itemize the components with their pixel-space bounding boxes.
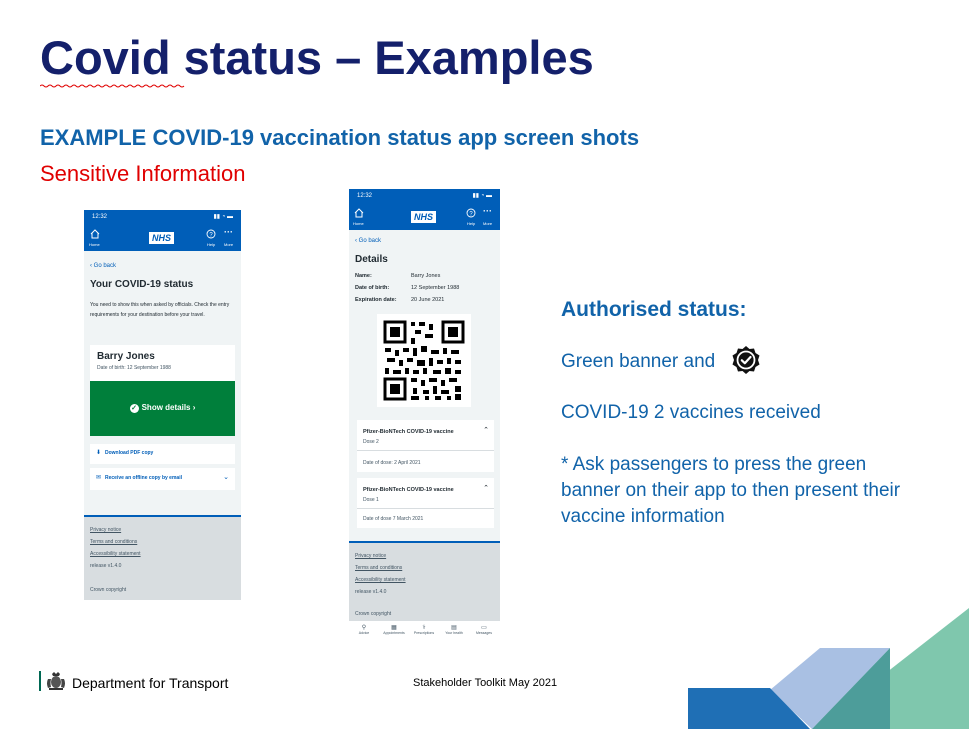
person-card — [90, 345, 235, 381]
details-name-label: Name: — [355, 273, 372, 279]
clock: 12:32 — [92, 214, 108, 220]
details-heading: Details — [355, 254, 388, 265]
more-icon[interactable]: ··· — [224, 227, 233, 237]
show-details-banner[interactable]: ✓ Show details › — [90, 381, 235, 436]
signal-icon: ▮▮ ◔ ▬ — [213, 214, 233, 220]
details-name-value: Barry Jones — [411, 273, 441, 279]
verified-badge-icon — [731, 345, 761, 375]
details-dob-label: Date of birth: — [355, 285, 390, 291]
toolkit-label: Stakeholder Toolkit May 2021 — [413, 677, 558, 689]
go-back-link[interactable]: ‹ Go back — [90, 263, 117, 269]
details-dob-value: 12 September 1988 — [411, 285, 460, 291]
terms-link[interactable]: Terms and conditions — [355, 565, 403, 571]
check-circle-icon: ✓ — [131, 405, 138, 412]
calendar-icon: ▦ — [391, 625, 397, 631]
privacy-link[interactable]: Privacy notice — [90, 527, 122, 533]
nav-home-label: Home — [353, 221, 364, 226]
accessibility-link[interactable]: Accessibility statement — [355, 577, 406, 583]
show-details-label: Show details — [141, 403, 191, 412]
dose-card-1 — [357, 478, 494, 528]
terms-link[interactable]: Terms and conditions — [90, 539, 138, 545]
home-icon[interactable] — [354, 208, 364, 218]
download-icon: ⬇ — [96, 450, 102, 456]
dose1-sub: Dose 1 — [363, 497, 379, 503]
tab-your-health[interactable]: ▤ Your health — [441, 624, 467, 635]
dose1-date: Date of dose 7 March 2021 — [363, 516, 424, 522]
royal-crest-icon — [45, 671, 67, 691]
pills-icon: ⚕ — [422, 625, 426, 631]
offline-copy-row[interactable] — [90, 468, 235, 490]
signal-icon: ▮▮ ◔ ▬ — [472, 193, 492, 199]
details-exp-label: Expiration date: — [355, 297, 397, 303]
dose2-date: Date of dose: 2 April 2021 — [363, 460, 421, 466]
person-dob: Date of birth: 12 September 1988 — [97, 365, 171, 371]
green-banner-line — [561, 349, 761, 375]
qr-code — [377, 314, 471, 407]
accessibility-link[interactable]: Accessibility statement — [90, 551, 141, 557]
chevron-up-icon[interactable]: ⌃ — [483, 485, 489, 492]
status-heading: Your COVID-19 status — [90, 279, 194, 290]
ask-passengers-text: * Ask passengers to press the green banner on their app to then present their vaccine information — [561, 454, 901, 527]
svg-text:?: ? — [209, 232, 213, 239]
help-icon[interactable] — [466, 208, 476, 218]
status-bar — [84, 210, 241, 224]
clock: 12:32 — [357, 193, 373, 199]
privacy-link[interactable]: Privacy notice — [355, 553, 387, 559]
nav-more-label: More — [483, 221, 493, 226]
dose2-sub: Dose 2 — [363, 439, 379, 445]
sensitive-label: Sensitive Information — [40, 161, 246, 186]
more-icon[interactable]: ··· — [483, 206, 492, 216]
email-icon: ✉ — [96, 475, 102, 481]
advice-icon: ⚲ — [361, 625, 367, 631]
copyright-text: Crown copyright — [355, 611, 392, 617]
nav-bar — [349, 203, 500, 230]
slide-title: Covid status – Examples — [40, 31, 594, 84]
nhs-logo: NHS — [411, 211, 436, 223]
status-intro: You need to show this when asked by officials. Check the entry requirements for your destination before your travel. — [90, 302, 230, 318]
details-exp-value: 20 June 2021 — [411, 297, 445, 303]
chevron-up-icon[interactable]: ⌃ — [483, 427, 489, 434]
offline-copy-label: Receive an offline copy by email — [105, 475, 182, 481]
message-icon: ▭ — [481, 625, 487, 631]
dft-logo-bar — [39, 671, 41, 691]
nhs-logo: NHS — [149, 232, 174, 244]
nav-more-label: More — [224, 242, 234, 247]
tab-appointments[interactable]: ▦ Appointments — [381, 624, 407, 635]
phone-screenshot-details — [349, 189, 500, 645]
green-banner-text: Green banner and — [561, 351, 716, 373]
tab-messages[interactable]: ▭ Messages — [471, 624, 497, 635]
svg-text:?: ? — [469, 211, 473, 218]
chevron-down-icon: ⌄ — [223, 474, 229, 481]
phone-screenshot-status — [84, 210, 241, 600]
help-icon[interactable] — [206, 229, 216, 239]
department-name: Department for Transport — [72, 675, 229, 691]
download-pdf-label: Download PDF copy — [105, 450, 154, 456]
spellcheck-underline — [40, 84, 185, 88]
slide-subtitle: EXAMPLE COVID-19 vaccination status app screen shots — [40, 125, 640, 150]
copyright-text: Crown copyright — [90, 587, 127, 593]
download-pdf-row[interactable] — [90, 444, 235, 464]
person-name: Barry Jones — [97, 351, 155, 362]
dose-card-2 — [357, 420, 494, 472]
nav-help-label: Help — [467, 221, 476, 226]
authorised-heading: Authorised status: — [561, 298, 747, 321]
home-icon[interactable] — [90, 229, 100, 239]
dose2-title: Pfizer-BioNTech COVID-19 vaccine — [363, 429, 454, 435]
nav-help-label: Help — [207, 242, 216, 247]
tab-advice[interactable]: ⚲ Advice — [351, 624, 377, 635]
status-bar — [349, 189, 500, 203]
bottom-tab-bar — [349, 620, 500, 645]
release-text: release v1.4.0 — [90, 563, 122, 569]
dose1-title: Pfizer-BioNTech COVID-19 vaccine — [363, 487, 454, 493]
tab-prescriptions[interactable]: ⚕ Prescriptions — [411, 624, 437, 635]
decorative-corner-shapes — [680, 600, 969, 729]
nav-bar — [84, 224, 241, 251]
go-back-link[interactable]: ‹ Go back — [355, 238, 382, 244]
vaccines-line: COVID-19 2 vaccines received — [561, 402, 821, 423]
app-footer — [84, 515, 241, 600]
release-text: release v1.4.0 — [355, 589, 387, 595]
health-record-icon: ▤ — [451, 625, 457, 631]
nav-home-label: Home — [89, 242, 100, 247]
